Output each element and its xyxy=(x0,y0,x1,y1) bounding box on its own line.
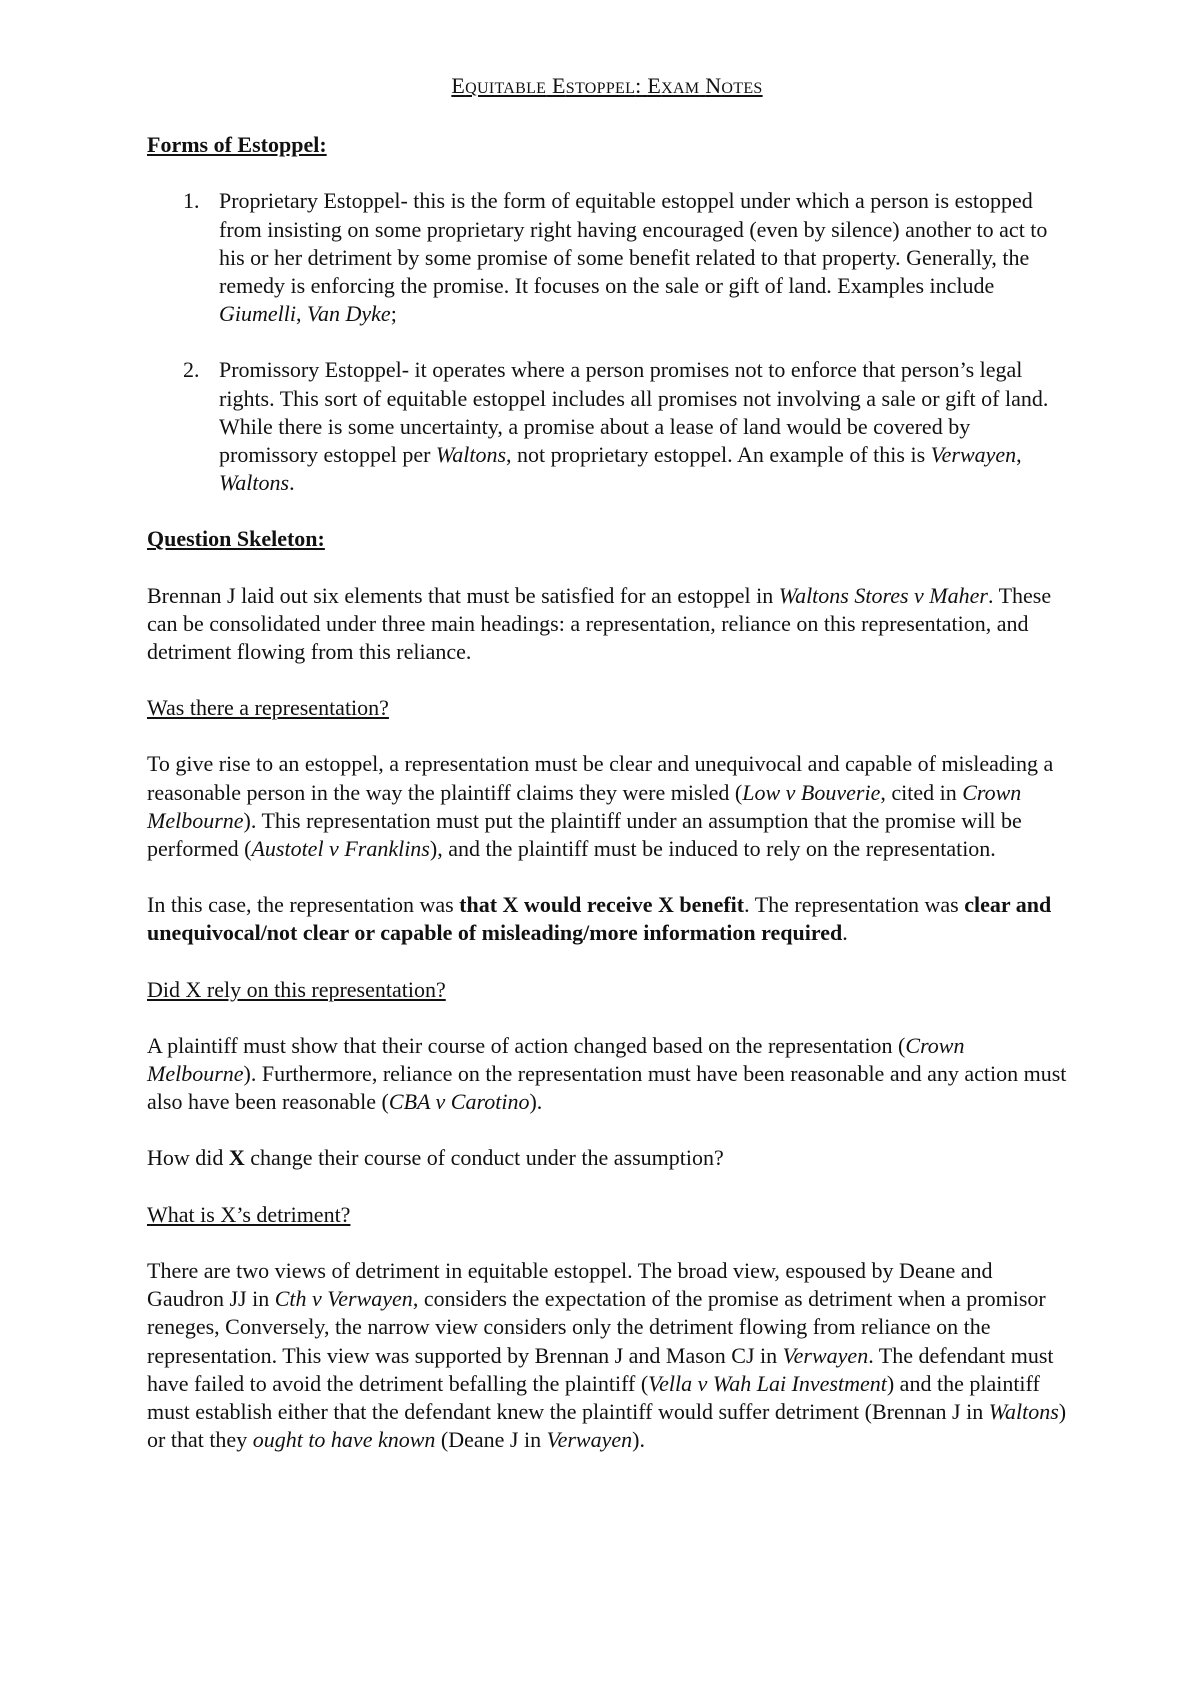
list-text: ; xyxy=(390,301,397,327)
body-text: ) and the plaintiff must establish either that the defendant knew the plaintiff would suffer detriment (Brennan J in xyxy=(147,1370,1040,1424)
body-text: Brennan J laid out six elements that must be satisfied for an estoppel in xyxy=(147,582,779,608)
list-text: Proprietary Estoppel- this is the form of equitable estoppel under which a person is estopped from insisting on some proprietary right having encouraged (even by silence) another to act to his or her detriment by some promise of some benefit related to that property. Generally, the remedy is enforcing the promise. It focuses on the sale or gift of land. Examples include xyxy=(219,188,1048,299)
separator: , xyxy=(1016,442,1022,468)
list-number: 1. xyxy=(183,188,200,214)
case-name: Verwayen xyxy=(546,1427,633,1453)
case-name: Van Dyke xyxy=(307,301,391,327)
case-name: Crown Melbourne xyxy=(147,779,1022,833)
title-smallcaps: QUITABLE xyxy=(465,80,547,97)
body-text: , considers the expectation of the promise as detriment when a promisor reneges, Conversely, the narrow view considers only the detriment flowing from reliance on the representation. This view was supported by Brennan J and Mason CJ in xyxy=(147,1286,1046,1368)
body-text: ). xyxy=(632,1427,645,1453)
case-name: Austotel v Franklins xyxy=(251,836,430,862)
body-text: . The representation was xyxy=(744,892,965,918)
title-cap: E xyxy=(647,73,662,98)
reliance-heading: Did X rely on this representation? xyxy=(147,976,446,1002)
detriment-paragraph xyxy=(147,1257,1067,1454)
case-name: Waltons xyxy=(988,1398,1059,1424)
representation-heading: Was there a representation? xyxy=(147,695,389,721)
case-name: Cth v Verwayen xyxy=(274,1286,413,1312)
title-smallcaps: OTES xyxy=(721,80,763,97)
body-text: ). This representation must put the plaintiff under an assumption that the promise will be performed ( xyxy=(147,807,1022,862)
conduct-paragraph xyxy=(147,1144,1067,1172)
case-name: Giumelli xyxy=(219,301,296,327)
body-text: How did xyxy=(147,1145,229,1171)
separator: , xyxy=(296,301,307,327)
list-item xyxy=(147,356,1067,497)
body-text: ), and the plaintiff must be induced to rely on the representation. xyxy=(429,836,996,862)
body-text: ) or that they xyxy=(147,1398,1067,1453)
detriment-heading: What is X’s detriment? xyxy=(147,1201,351,1227)
case-name: Verwayen xyxy=(930,442,1017,468)
title-colon: : xyxy=(635,73,642,98)
bold-text: clear and unequivocal/not clear or capable of misleading/more information required xyxy=(147,892,1052,946)
case-name: Verwayen xyxy=(782,1342,869,1368)
body-text: change their course of conduct under the assumption? xyxy=(244,1145,724,1171)
body-text: There are two views of detriment in equitable estoppel. The broad view, espoused by Deane and Gaudron JJ in xyxy=(147,1257,993,1312)
body-text: ). xyxy=(529,1089,543,1115)
list-text: , not proprietary estoppel. An example of this is xyxy=(506,442,931,468)
skeleton-heading: Question Skeleton: xyxy=(147,526,325,552)
title-smallcaps: XAM xyxy=(661,80,700,97)
forms-heading: Forms of Estoppel: xyxy=(147,132,327,158)
case-name: Vella v Wah Lai Investment xyxy=(648,1370,887,1396)
body-text: To give rise to an estoppel, a representation must be clear and unequivocal and capable of misleading a reasonable person in the way the plaintiff claims they were misled ( xyxy=(147,751,1054,805)
body-text: (Deane J in xyxy=(435,1427,547,1453)
bold-text: that X would receive X benefit xyxy=(459,892,745,918)
body-text: , cited in xyxy=(880,779,963,805)
case-name: Waltons Stores v Maher xyxy=(778,582,988,608)
body-text: ). Furthermore, reliance on the representation must have been reasonable and any action must also have been reasonable ( xyxy=(147,1061,1067,1115)
case-name: CBA v Carotino xyxy=(388,1089,530,1115)
body-text: . xyxy=(842,920,848,946)
body-text: . The defendant must have failed to avoid the detriment befalling the plaintiff ( xyxy=(147,1342,1054,1396)
list-number: 2. xyxy=(183,357,200,383)
body-text: . These can be consolidated under three main headings: a representation, reliance on this representation, and detriment flowing from this reliance. xyxy=(147,582,1052,665)
reliance-paragraph xyxy=(147,1032,1067,1117)
body-text: In this case, the representation was xyxy=(147,892,460,918)
case-name: Low v Bouverie xyxy=(742,779,881,805)
title-cap: E xyxy=(451,73,466,98)
representation-case-paragraph xyxy=(147,891,1067,947)
case-name: Waltons xyxy=(219,470,290,496)
document-title xyxy=(147,72,1067,103)
title-cap: N xyxy=(705,73,722,98)
skeleton-paragraph xyxy=(147,582,1067,667)
case-name: Waltons xyxy=(435,442,506,468)
title-smallcaps: STOPPEL xyxy=(565,80,636,97)
emphasis-text: ought to have known xyxy=(252,1427,436,1453)
representation-paragraph xyxy=(147,750,1067,863)
list-text: . xyxy=(289,470,295,496)
title-cap: E xyxy=(552,73,566,98)
list-item xyxy=(147,187,1067,328)
list-text: Promissory Estoppel- it operates where a person promises not to enforce that person’s legal rights. This sort of equitable estoppel includes all promises not involving a sale or gift of land. While there is some uncertainty, a promise about a lease of land would be covered by promissory estoppel per xyxy=(219,357,1049,468)
forms-list xyxy=(147,187,1067,497)
body-text: A plaintiff must show that their course of action changed based on the representation ( xyxy=(147,1032,906,1058)
bold-text: X xyxy=(228,1145,245,1171)
document-page xyxy=(147,72,1067,1482)
case-name: Crown Melbourne xyxy=(147,1032,965,1087)
